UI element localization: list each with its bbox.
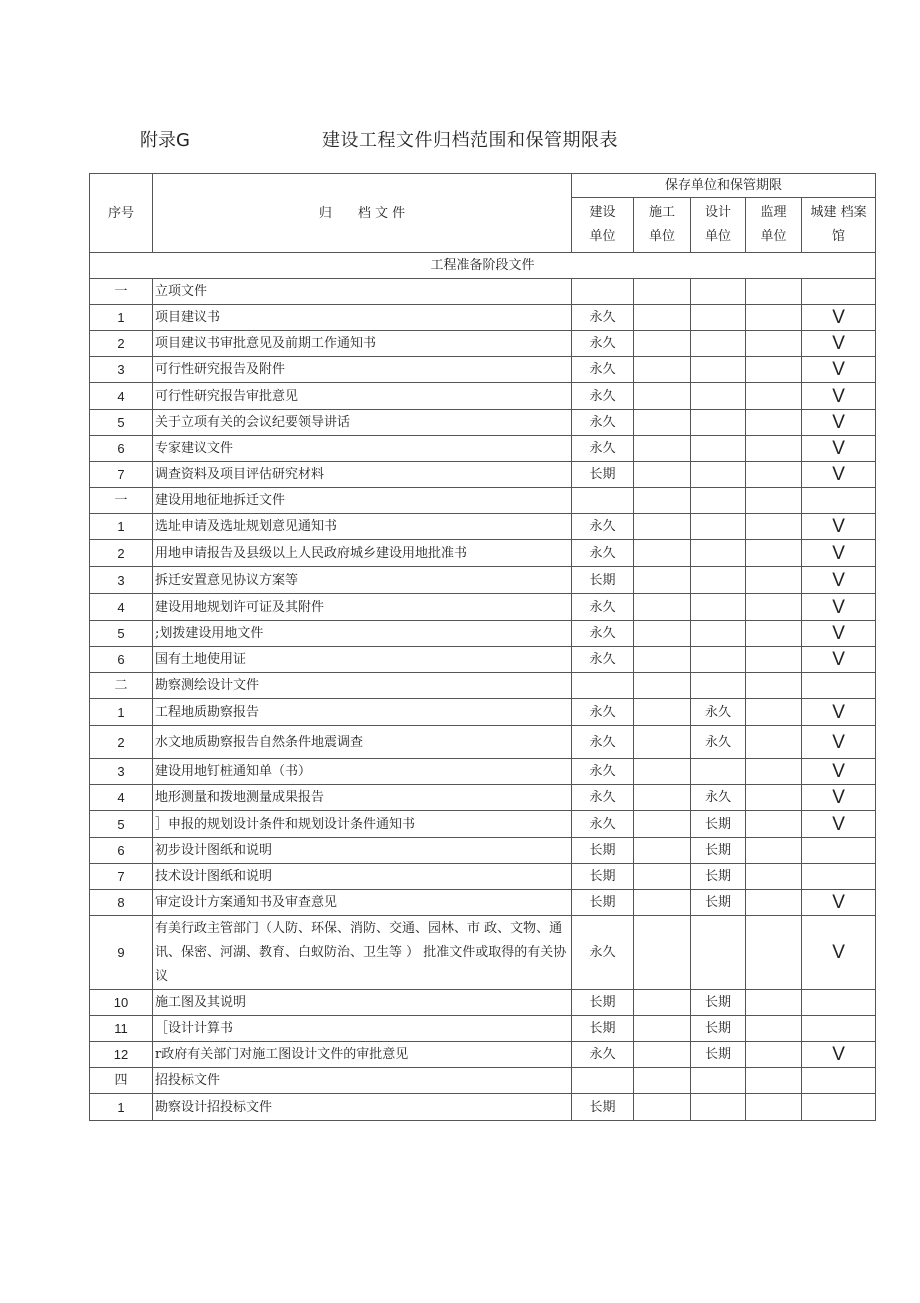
row-period-design: [691, 436, 746, 462]
row-seq: 4: [90, 594, 153, 621]
row-seq: 一: [90, 488, 153, 514]
row-seq: 7: [90, 462, 153, 488]
row-period-archive: V: [802, 331, 876, 357]
group-row: [90, 673, 876, 699]
row-period-archive: V: [802, 305, 876, 331]
header-unit-contractor: [634, 198, 691, 253]
row-period-contractor: [634, 916, 691, 990]
row-seq: 1: [90, 305, 153, 331]
archive-table: [89, 173, 876, 1121]
row-period-construction: 长期: [572, 567, 634, 594]
row-period-archive: V: [802, 785, 876, 811]
row-period-construction: 永久: [572, 811, 634, 838]
table-row: [90, 383, 876, 410]
row-period-construction: 永久: [572, 436, 634, 462]
row-seq: 一: [90, 279, 153, 305]
table-row: [90, 759, 876, 785]
row-period-design: [691, 331, 746, 357]
header-unit-label: 建设 单位: [589, 205, 616, 244]
row-period-contractor: [634, 673, 691, 699]
row-document-name: 项目建议书审批意见及前期工作通知书: [153, 331, 572, 357]
row-seq: 8: [90, 890, 153, 916]
row-period-contractor: [634, 1016, 691, 1042]
row-period-archive: V: [802, 890, 876, 916]
row-document-name: 调查资料及项目评估研究材料: [153, 462, 572, 488]
row-period-design: [691, 916, 746, 990]
row-period-contractor: [634, 410, 691, 436]
row-period-contractor: [634, 838, 691, 864]
row-period-supervision: [746, 838, 802, 864]
row-period-contractor: [634, 811, 691, 838]
row-document-name: r政府有关部门对施工图设计文件的审批意见: [153, 1042, 572, 1068]
row-period-contractor: [634, 567, 691, 594]
table-row: [90, 811, 876, 838]
row-document-name: 建设用地征地拆迁文件: [153, 488, 572, 514]
row-period-construction: [572, 673, 634, 699]
row-period-contractor: [634, 594, 691, 621]
row-document-name: ;划拨建设用地文件: [153, 621, 572, 647]
row-period-design: 长期: [691, 890, 746, 916]
row-period-supervision: [746, 864, 802, 890]
row-seq: 3: [90, 759, 153, 785]
table-row: [90, 699, 876, 726]
row-period-supervision: [746, 436, 802, 462]
row-seq: 2: [90, 726, 153, 759]
row-document-name: 勘察测绘设计文件: [153, 673, 572, 699]
table-row: [90, 726, 876, 759]
row-period-design: [691, 462, 746, 488]
row-seq: 1: [90, 699, 153, 726]
row-period-archive: V: [802, 699, 876, 726]
row-period-design: 长期: [691, 811, 746, 838]
row-seq: 7: [90, 864, 153, 890]
row-period-construction: 永久: [572, 357, 634, 383]
row-period-contractor: [634, 279, 691, 305]
group-row: [90, 488, 876, 514]
table-row: [90, 864, 876, 890]
table-row: [90, 436, 876, 462]
table-row: [90, 331, 876, 357]
row-period-archive: V: [802, 410, 876, 436]
row-period-supervision: [746, 383, 802, 410]
row-document-name: 技术设计图纸和说明: [153, 864, 572, 890]
row-period-archive: V: [802, 811, 876, 838]
row-seq: 6: [90, 436, 153, 462]
header-unit-design: [691, 198, 746, 253]
title-row: [0, 126, 920, 152]
table-row: [90, 838, 876, 864]
header-doc: 归 档 文 件: [153, 174, 572, 253]
header-unit-label: 施工 单位: [648, 205, 675, 244]
row-period-construction: 永久: [572, 594, 634, 621]
row-period-archive: [802, 990, 876, 1016]
row-seq: 9: [90, 916, 153, 990]
row-period-supervision: [746, 1016, 802, 1042]
row-period-supervision: [746, 1042, 802, 1068]
row-period-contractor: [634, 331, 691, 357]
table-row: [90, 462, 876, 488]
row-period-construction: 长期: [572, 990, 634, 1016]
row-seq: 4: [90, 383, 153, 410]
table-row: [90, 1094, 876, 1121]
row-period-construction: [572, 279, 634, 305]
row-period-contractor: [634, 305, 691, 331]
row-period-construction: 长期: [572, 1016, 634, 1042]
row-period-contractor: [634, 890, 691, 916]
row-period-design: [691, 410, 746, 436]
header-unit-construction: [572, 198, 634, 253]
table-row: [90, 890, 876, 916]
table-row: [90, 305, 876, 331]
row-period-design: [691, 305, 746, 331]
header-unit-supervision: [746, 198, 802, 253]
row-period-construction: 长期: [572, 838, 634, 864]
row-period-archive: [802, 838, 876, 864]
row-period-design: [691, 488, 746, 514]
header-seq: 序号: [90, 174, 153, 253]
header-group: 保存单位和保管期限: [572, 174, 876, 198]
row-period-design: [691, 1094, 746, 1121]
table-row: [90, 540, 876, 567]
row-period-supervision: [746, 647, 802, 673]
row-period-supervision: [746, 514, 802, 540]
row-period-construction: 长期: [572, 1094, 634, 1121]
row-period-archive: V: [802, 462, 876, 488]
header-unit-label: 设计 单位: [704, 205, 731, 244]
row-period-contractor: [634, 785, 691, 811]
row-period-construction: 永久: [572, 383, 634, 410]
row-period-supervision: [746, 279, 802, 305]
row-period-contractor: [634, 621, 691, 647]
row-seq: 6: [90, 647, 153, 673]
row-period-supervision: [746, 890, 802, 916]
row-period-archive: V: [802, 540, 876, 567]
row-period-construction: 永久: [572, 621, 634, 647]
row-period-contractor: [634, 540, 691, 567]
row-period-supervision: [746, 621, 802, 647]
row-period-construction: 永久: [572, 726, 634, 759]
row-period-construction: 永久: [572, 759, 634, 785]
section-title: 工程准备阶段文件: [90, 253, 876, 279]
row-period-design: [691, 514, 746, 540]
row-document-name: 审定设计方案通知书及审查意见: [153, 890, 572, 916]
row-document-name: 可行性研究报告审批意见: [153, 383, 572, 410]
row-period-supervision: [746, 540, 802, 567]
row-period-supervision: [746, 331, 802, 357]
row-period-archive: [802, 1016, 876, 1042]
row-seq: 2: [90, 331, 153, 357]
row-document-name: 有美行政主管部门（人防、环保、消防、交通、园林、市 政、文物、通讯、保密、河湖、教育、白蚁防治、卫生等 ） 批准文件或取得的有关协议: [153, 916, 572, 990]
section-row: [90, 253, 876, 279]
appendix-label: 附录G: [140, 130, 190, 151]
row-period-contractor: [634, 699, 691, 726]
table-body: [90, 174, 876, 1121]
row-seq: 5: [90, 811, 153, 838]
table-row: [90, 1042, 876, 1068]
row-period-supervision: [746, 726, 802, 759]
row-period-supervision: [746, 488, 802, 514]
row-period-construction: 长期: [572, 890, 634, 916]
row-period-supervision: [746, 699, 802, 726]
row-period-archive: V: [802, 436, 876, 462]
row-period-design: 长期: [691, 1042, 746, 1068]
row-seq: 二: [90, 673, 153, 699]
row-period-construction: 永久: [572, 331, 634, 357]
row-document-name: 水文地质勘察报告自然条件地震调查: [153, 726, 572, 759]
row-document-name: 工程地质勘察报告: [153, 699, 572, 726]
row-period-contractor: [634, 462, 691, 488]
row-document-name: 勘察设计招投标文件: [153, 1094, 572, 1121]
row-period-archive: [802, 673, 876, 699]
row-period-construction: 永久: [572, 785, 634, 811]
row-period-archive: V: [802, 726, 876, 759]
row-document-name: 施工图及其说明: [153, 990, 572, 1016]
table-row: [90, 410, 876, 436]
row-period-construction: 永久: [572, 514, 634, 540]
row-period-design: [691, 567, 746, 594]
row-seq: 12: [90, 1042, 153, 1068]
row-period-design: [691, 279, 746, 305]
row-seq: 四: [90, 1068, 153, 1094]
row-period-design: 长期: [691, 990, 746, 1016]
row-period-archive: [802, 279, 876, 305]
row-period-supervision: [746, 990, 802, 1016]
row-document-name: 用地申请报告及县级以上人民政府城乡建设用地批准书: [153, 540, 572, 567]
table-row: [90, 647, 876, 673]
table-row: [90, 357, 876, 383]
row-period-construction: 长期: [572, 864, 634, 890]
row-period-contractor: [634, 1068, 691, 1094]
header-unit-label: 监理 单位: [760, 205, 787, 244]
row-period-contractor: [634, 514, 691, 540]
row-period-construction: 长期: [572, 462, 634, 488]
row-period-construction: 永久: [572, 1042, 634, 1068]
header-unit-archive: [802, 198, 876, 253]
row-period-contractor: [634, 383, 691, 410]
row-period-design: [691, 759, 746, 785]
row-period-archive: V: [802, 916, 876, 990]
row-seq: 3: [90, 357, 153, 383]
row-period-supervision: [746, 462, 802, 488]
table-row: [90, 916, 876, 990]
row-seq: 1: [90, 514, 153, 540]
row-period-design: 长期: [691, 864, 746, 890]
row-period-archive: V: [802, 647, 876, 673]
table-row: [90, 514, 876, 540]
row-document-name: 选址申请及选址规划意见通知书: [153, 514, 572, 540]
row-period-archive: V: [802, 1042, 876, 1068]
header-row-1: [90, 174, 876, 198]
row-document-name: ［设计计算书: [153, 1016, 572, 1042]
row-seq: 4: [90, 785, 153, 811]
row-period-construction: [572, 488, 634, 514]
row-period-construction: 永久: [572, 699, 634, 726]
row-document-name: 专家建议文件: [153, 436, 572, 462]
group-row: [90, 279, 876, 305]
row-period-contractor: [634, 488, 691, 514]
row-document-name: 项目建议书: [153, 305, 572, 331]
row-period-supervision: [746, 1068, 802, 1094]
group-row: [90, 1068, 876, 1094]
row-period-archive: [802, 488, 876, 514]
row-period-design: [691, 647, 746, 673]
row-seq: 6: [90, 838, 153, 864]
row-document-name: 拆迁安置意见协议方案等: [153, 567, 572, 594]
table-row: [90, 785, 876, 811]
row-period-archive: V: [802, 759, 876, 785]
row-period-supervision: [746, 759, 802, 785]
row-period-construction: 永久: [572, 305, 634, 331]
row-period-supervision: [746, 916, 802, 990]
row-document-name: 初步设计图纸和说明: [153, 838, 572, 864]
table-row: [90, 594, 876, 621]
row-period-contractor: [634, 647, 691, 673]
row-period-supervision: [746, 594, 802, 621]
row-period-supervision: [746, 567, 802, 594]
row-period-design: 永久: [691, 699, 746, 726]
row-period-archive: [802, 864, 876, 890]
row-period-construction: [572, 1068, 634, 1094]
row-period-contractor: [634, 864, 691, 890]
table-row: [90, 621, 876, 647]
row-period-design: [691, 673, 746, 699]
row-period-construction: 永久: [572, 540, 634, 567]
table-row: [90, 1016, 876, 1042]
row-period-contractor: [634, 759, 691, 785]
row-seq: 11: [90, 1016, 153, 1042]
row-period-design: 永久: [691, 726, 746, 759]
row-period-archive: V: [802, 621, 876, 647]
row-seq: 10: [90, 990, 153, 1016]
row-seq: 2: [90, 540, 153, 567]
row-document-name: 关于立项有关的会议纪要领导讲话: [153, 410, 572, 436]
row-document-name: ］申报的规划设计条件和规划设计条件通知书: [153, 811, 572, 838]
row-period-supervision: [746, 410, 802, 436]
row-seq: 5: [90, 410, 153, 436]
row-period-supervision: [746, 1094, 802, 1121]
row-document-name: 建设用地规划许可证及其附件: [153, 594, 572, 621]
row-period-archive: V: [802, 567, 876, 594]
row-period-design: 长期: [691, 838, 746, 864]
row-period-design: 长期: [691, 1016, 746, 1042]
row-document-name: 国有土地使用证: [153, 647, 572, 673]
row-period-design: [691, 357, 746, 383]
row-period-supervision: [746, 785, 802, 811]
row-document-name: 立项文件: [153, 279, 572, 305]
table-row: [90, 567, 876, 594]
row-document-name: 招投标文件: [153, 1068, 572, 1094]
row-period-construction: 永久: [572, 647, 634, 673]
row-period-design: [691, 1068, 746, 1094]
row-period-supervision: [746, 357, 802, 383]
row-period-archive: [802, 1094, 876, 1121]
row-seq: 3: [90, 567, 153, 594]
row-period-archive: V: [802, 383, 876, 410]
row-period-contractor: [634, 436, 691, 462]
row-period-contractor: [634, 1042, 691, 1068]
row-document-name: 可行性研究报告及附件: [153, 357, 572, 383]
table-row: [90, 990, 876, 1016]
row-period-construction: 永久: [572, 916, 634, 990]
row-period-design: [691, 383, 746, 410]
row-period-supervision: [746, 811, 802, 838]
row-period-archive: V: [802, 594, 876, 621]
row-period-archive: V: [802, 514, 876, 540]
row-period-design: [691, 621, 746, 647]
row-period-design: 永久: [691, 785, 746, 811]
row-document-name: 地形测量和拨地测量成果报告: [153, 785, 572, 811]
row-period-design: [691, 540, 746, 567]
row-period-supervision: [746, 673, 802, 699]
row-period-contractor: [634, 1094, 691, 1121]
row-period-contractor: [634, 726, 691, 759]
row-period-design: [691, 594, 746, 621]
row-period-contractor: [634, 357, 691, 383]
row-period-archive: [802, 1068, 876, 1094]
row-seq: 5: [90, 621, 153, 647]
row-seq: 1: [90, 1094, 153, 1121]
header-unit-label: 城建 档案 馆: [810, 205, 867, 244]
page-title: 建设工程文件归档范围和保管期限表: [322, 130, 618, 151]
row-period-construction: 永久: [572, 410, 634, 436]
row-period-supervision: [746, 305, 802, 331]
row-document-name: 建设用地钉桩通知单（书）: [153, 759, 572, 785]
row-period-contractor: [634, 990, 691, 1016]
row-period-archive: V: [802, 357, 876, 383]
